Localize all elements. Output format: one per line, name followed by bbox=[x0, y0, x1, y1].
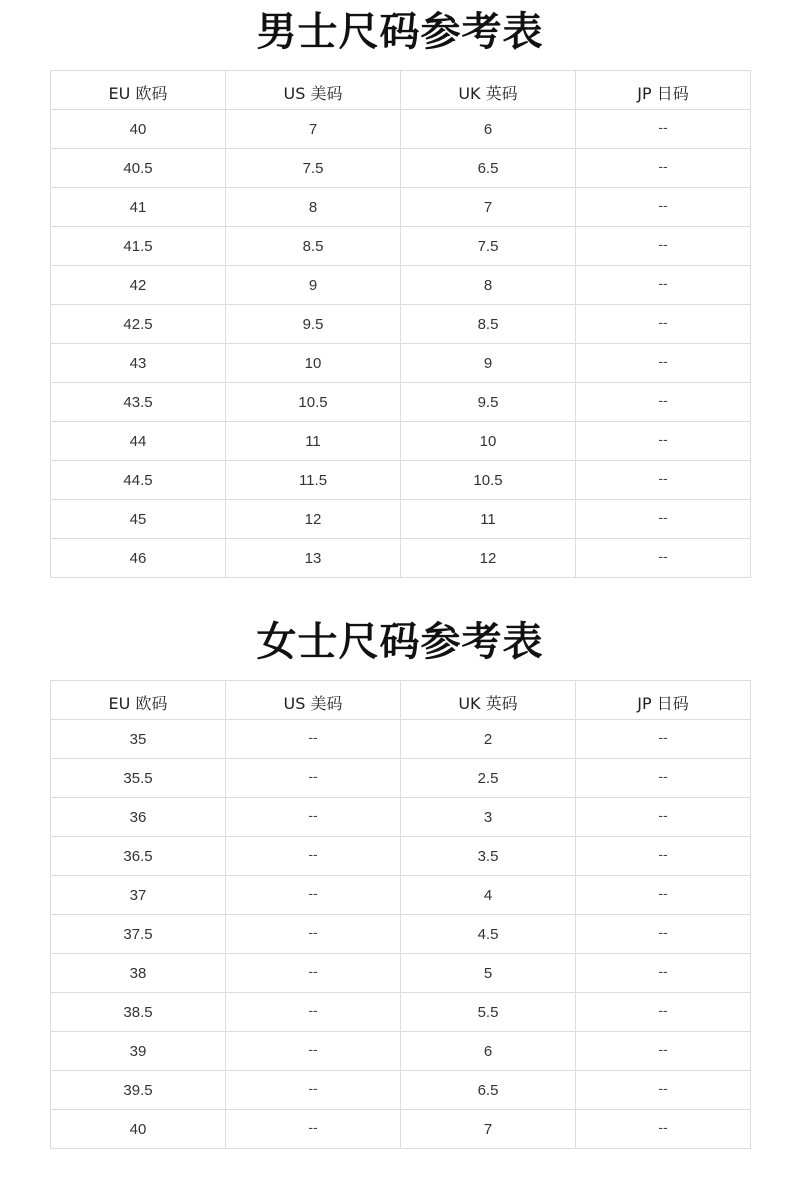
cell-eu: 36.5 bbox=[51, 837, 226, 876]
table-row bbox=[51, 876, 751, 915]
cell-jp: -- bbox=[576, 720, 751, 759]
table-row bbox=[51, 954, 751, 993]
cell-jp: -- bbox=[576, 915, 751, 954]
cell-eu: 43.5 bbox=[51, 383, 226, 422]
table-row bbox=[51, 188, 751, 227]
cell-uk: 7.5 bbox=[401, 227, 576, 266]
men-table-body bbox=[51, 110, 751, 578]
table-row bbox=[51, 110, 751, 149]
table-header-row bbox=[51, 681, 751, 720]
cell-uk: 2.5 bbox=[401, 759, 576, 798]
table-row bbox=[51, 422, 751, 461]
cell-eu: 44.5 bbox=[51, 461, 226, 500]
cell-us: 10 bbox=[226, 344, 401, 383]
cell-jp: -- bbox=[576, 993, 751, 1032]
cell-uk: 7 bbox=[401, 1110, 576, 1149]
cell-eu: 38.5 bbox=[51, 993, 226, 1032]
cell-eu: 41.5 bbox=[51, 227, 226, 266]
cell-us: -- bbox=[226, 1110, 401, 1149]
table-row bbox=[51, 383, 751, 422]
table-row bbox=[51, 539, 751, 578]
cell-us: -- bbox=[226, 954, 401, 993]
cell-jp: -- bbox=[576, 798, 751, 837]
table-row bbox=[51, 837, 751, 876]
column-header-uk: UK 英码 bbox=[401, 71, 576, 110]
table-row bbox=[51, 1032, 751, 1071]
cell-eu: 44 bbox=[51, 422, 226, 461]
column-header-us: US 美码 bbox=[226, 681, 401, 720]
cell-eu: 36 bbox=[51, 798, 226, 837]
women-size-chart-title: 女士尺码参考表 bbox=[256, 619, 544, 665]
cell-jp: -- bbox=[576, 149, 751, 188]
cell-eu: 35.5 bbox=[51, 759, 226, 798]
cell-uk: 6.5 bbox=[401, 149, 576, 188]
cell-us: -- bbox=[226, 720, 401, 759]
cell-jp: -- bbox=[576, 500, 751, 539]
cell-uk: 4 bbox=[401, 876, 576, 915]
cell-us: 8.5 bbox=[226, 227, 401, 266]
cell-us: 13 bbox=[226, 539, 401, 578]
table-row bbox=[51, 759, 751, 798]
cell-eu: 37.5 bbox=[51, 915, 226, 954]
column-header-jp: JP 日码 bbox=[576, 71, 751, 110]
cell-jp: -- bbox=[576, 1032, 751, 1071]
column-header-us: US 美码 bbox=[226, 71, 401, 110]
table-row bbox=[51, 1110, 751, 1149]
cell-jp: -- bbox=[576, 110, 751, 149]
cell-eu: 40.5 bbox=[51, 149, 226, 188]
table-row bbox=[51, 305, 751, 344]
cell-eu: 42 bbox=[51, 266, 226, 305]
table-row bbox=[51, 461, 751, 500]
cell-uk: 3.5 bbox=[401, 837, 576, 876]
women-size-table bbox=[50, 680, 751, 1149]
cell-us: 11 bbox=[226, 422, 401, 461]
cell-us: 9 bbox=[226, 266, 401, 305]
cell-us: -- bbox=[226, 798, 401, 837]
cell-uk: 3 bbox=[401, 798, 576, 837]
cell-jp: -- bbox=[576, 227, 751, 266]
table-row bbox=[51, 993, 751, 1032]
cell-uk: 5 bbox=[401, 954, 576, 993]
cell-uk: 10.5 bbox=[401, 461, 576, 500]
cell-us: -- bbox=[226, 1032, 401, 1071]
cell-eu: 43 bbox=[51, 344, 226, 383]
cell-uk: 12 bbox=[401, 539, 576, 578]
cell-uk: 7 bbox=[401, 188, 576, 227]
cell-us: 8 bbox=[226, 188, 401, 227]
cell-uk: 5.5 bbox=[401, 993, 576, 1032]
cell-us: -- bbox=[226, 837, 401, 876]
cell-eu: 45 bbox=[51, 500, 226, 539]
cell-jp: -- bbox=[576, 539, 751, 578]
cell-eu: 39 bbox=[51, 1032, 226, 1071]
cell-eu: 41 bbox=[51, 188, 226, 227]
cell-jp: -- bbox=[576, 188, 751, 227]
cell-uk: 4.5 bbox=[401, 915, 576, 954]
men-size-chart-title: 男士尺码参考表 bbox=[256, 9, 544, 55]
cell-uk: 2 bbox=[401, 720, 576, 759]
column-header-eu: EU 欧码 bbox=[51, 681, 226, 720]
cell-eu: 40 bbox=[51, 1110, 226, 1149]
table-row bbox=[51, 798, 751, 837]
cell-jp: -- bbox=[576, 344, 751, 383]
cell-eu: 37 bbox=[51, 876, 226, 915]
cell-uk: 9 bbox=[401, 344, 576, 383]
cell-uk: 6 bbox=[401, 110, 576, 149]
cell-us: 10.5 bbox=[226, 383, 401, 422]
cell-uk: 9.5 bbox=[401, 383, 576, 422]
cell-uk: 6.5 bbox=[401, 1071, 576, 1110]
cell-us: -- bbox=[226, 915, 401, 954]
table-header-row bbox=[51, 71, 751, 110]
cell-us: 11.5 bbox=[226, 461, 401, 500]
table-row bbox=[51, 227, 751, 266]
cell-jp: -- bbox=[576, 876, 751, 915]
cell-jp: -- bbox=[576, 383, 751, 422]
table-row bbox=[51, 720, 751, 759]
cell-jp: -- bbox=[576, 305, 751, 344]
table-row bbox=[51, 149, 751, 188]
column-header-uk: UK 英码 bbox=[401, 681, 576, 720]
cell-eu: 35 bbox=[51, 720, 226, 759]
cell-eu: 42.5 bbox=[51, 305, 226, 344]
table-row bbox=[51, 1071, 751, 1110]
column-header-eu: EU 欧码 bbox=[51, 71, 226, 110]
cell-us: -- bbox=[226, 759, 401, 798]
cell-jp: -- bbox=[576, 837, 751, 876]
cell-jp: -- bbox=[576, 461, 751, 500]
cell-jp: -- bbox=[576, 266, 751, 305]
cell-us: 7.5 bbox=[226, 149, 401, 188]
cell-uk: 11 bbox=[401, 500, 576, 539]
cell-eu: 38 bbox=[51, 954, 226, 993]
table-row bbox=[51, 266, 751, 305]
column-header-jp: JP 日码 bbox=[576, 681, 751, 720]
cell-jp: -- bbox=[576, 422, 751, 461]
cell-uk: 8.5 bbox=[401, 305, 576, 344]
table-row bbox=[51, 344, 751, 383]
cell-us: -- bbox=[226, 993, 401, 1032]
table-row bbox=[51, 915, 751, 954]
cell-eu: 40 bbox=[51, 110, 226, 149]
cell-us: 9.5 bbox=[226, 305, 401, 344]
table-row bbox=[51, 500, 751, 539]
cell-jp: -- bbox=[576, 954, 751, 993]
cell-us: 7 bbox=[226, 110, 401, 149]
cell-uk: 10 bbox=[401, 422, 576, 461]
cell-us: -- bbox=[226, 1071, 401, 1110]
cell-eu: 39.5 bbox=[51, 1071, 226, 1110]
cell-jp: -- bbox=[576, 1110, 751, 1149]
cell-eu: 46 bbox=[51, 539, 226, 578]
cell-us: -- bbox=[226, 876, 401, 915]
women-table-body bbox=[51, 720, 751, 1149]
men-size-table bbox=[50, 70, 751, 578]
cell-jp: -- bbox=[576, 1071, 751, 1110]
cell-jp: -- bbox=[576, 759, 751, 798]
cell-uk: 8 bbox=[401, 266, 576, 305]
cell-us: 12 bbox=[226, 500, 401, 539]
cell-uk: 6 bbox=[401, 1032, 576, 1071]
